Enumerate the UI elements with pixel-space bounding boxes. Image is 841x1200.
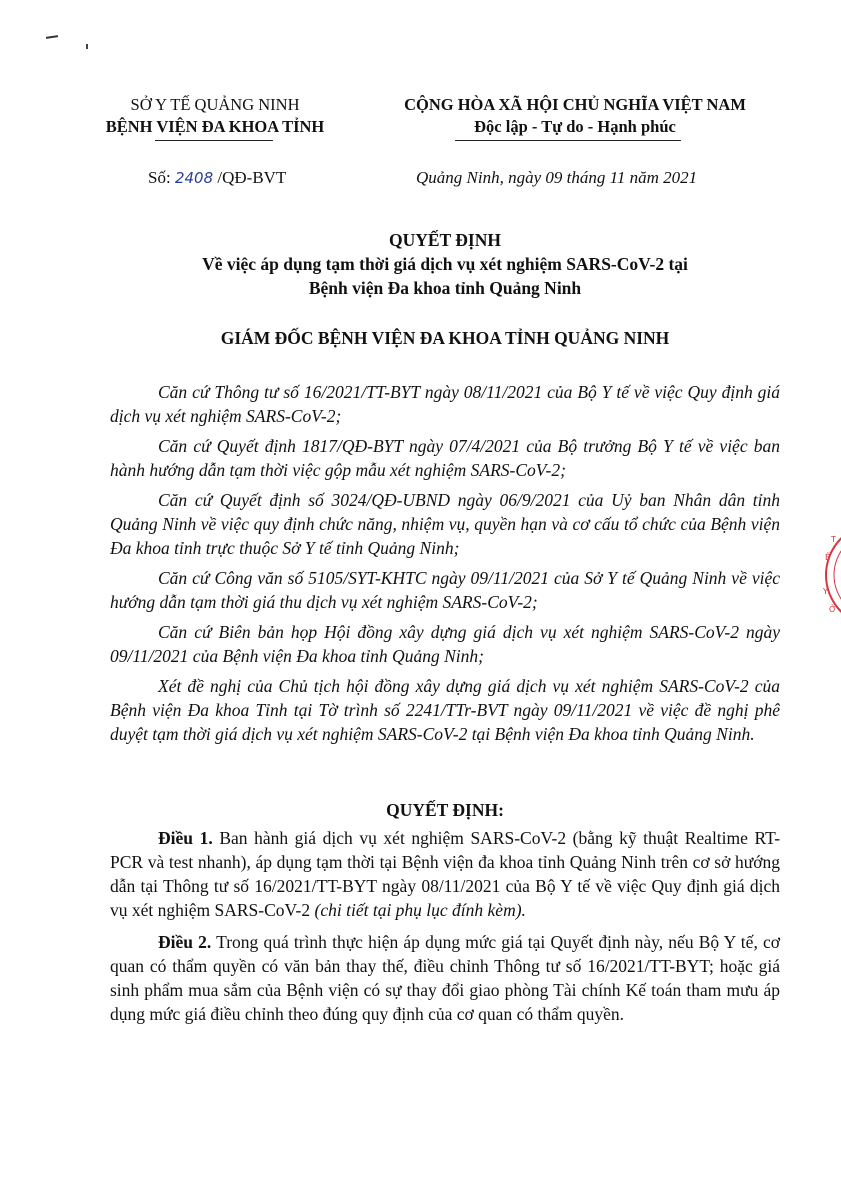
article-text: Ban hành giá dịch vụ xét nghiệm SARS-CoV-2 (bằng kỹ thuật Realtime RT-PCR và test nhanh), áp dụng tạm thời tại Bệnh viện đa khoa tỉnh Quảng Ninh trên cơ sở hướng dẫn tại Thông tư số 16/2021/TT-BYT ngày 08/11/2021 của Bộ Y tế về việc Quy định giá dịch vụ xét nghiệm SARS-CoV-2 [110, 828, 781, 920]
date-line: Quảng Ninh, ngày 09 tháng 11 năm 2021 [416, 168, 698, 187]
motto-underline [455, 140, 681, 141]
svg-text:T: T [831, 535, 836, 544]
basis-paragraph: Xét đề nghị của Chủ tịch hội đồng xây dựng giá dịch vụ xét nghiệm SARS-CoV-2 của Bệnh viện Đa khoa Tỉnh tại Tờ trình số 2241/TTr-BVT ngày 09/11/2021 về việc đề nghị phê duyệt tạm thời giá dịch vụ xét nghiệm SARS-CoV-2 tại Bệnh viện Đa khoa tỉnh Quảng Ninh. [110, 676, 780, 744]
article-2 [110, 930, 780, 1026]
country-name: CỘNG HÒA XÃ HỘI CHỦ NGHĨA VIỆT NAM [404, 95, 746, 114]
handwritten-number: 2408 [174, 169, 214, 187]
so-label: Số: [148, 168, 171, 187]
issuer-block [100, 94, 330, 138]
svg-text:Y: Y [823, 587, 828, 596]
article-label: Điều 1. [158, 828, 213, 848]
title-subject-line2: Bệnh viện Đa khoa tỉnh Quảng Ninh [308, 278, 582, 298]
red-stamp-icon [818, 520, 841, 630]
document-number [148, 166, 286, 190]
issuer-parent: SỞ Y TẾ QUẢNG NINH [130, 95, 300, 114]
motto: Độc lập - Tự do - Hạnh phúc [474, 117, 676, 136]
national-motto-block [370, 94, 780, 138]
legal-bases [110, 380, 780, 752]
title-heading: QUYẾT ĐỊNH [389, 230, 501, 250]
basis-paragraph: Căn cứ Công văn số 5105/SYT-KHTC ngày 09/11/2021 của Sở Y tế Quảng Ninh về việc hướng dẫn tạm thời giá thu dịch vụ xét nghiệm SARS-CoV-2; [110, 568, 780, 612]
decision-heading: QUYẾT ĐỊNH: [386, 800, 504, 820]
article-label: Điều 2. [158, 932, 212, 952]
svg-text:Ế: Ế [825, 553, 831, 562]
scan-mark [46, 35, 58, 39]
basis-paragraph: Căn cứ Thông tư số 16/2021/TT-BYT ngày 08/11/2021 của Bộ Y tế về việc Quy định giá dịch vụ xét nghiệm SARS-CoV-2; [110, 382, 780, 426]
basis-paragraph: Căn cứ Quyết định số 3024/QĐ-UBND ngày 06/9/2021 của Uỷ ban Nhân dân tỉnh Quảng Ninh về việc quy định chức năng, nhiệm vụ, quyền hạn và cơ cấu tổ chức của Bệnh viện Đa khoa tỉnh trực thuộc Sở Y tế tỉnh Quảng Ninh; [110, 490, 780, 558]
title-subject-line1: Về việc áp dụng tạm thời giá dịch vụ xét nghiệm SARS-CoV-2 tại [202, 254, 688, 274]
articles [110, 826, 780, 1034]
issuer-name: BỆNH VIỆN ĐA KHOA TỈNH [105, 117, 325, 136]
basis-paragraph: Căn cứ Biên bản họp Hội đồng xây dựng giá dịch vụ xét nghiệm SARS-CoV-2 ngày 09/11/2021 của Bệnh viện Đa khoa tỉnh Quảng Ninh; [110, 622, 780, 666]
scan-mark [86, 44, 88, 49]
authority-heading: GIÁM ĐỐC BỆNH VIỆN ĐA KHOA TỈNH QUẢNG NINH [220, 328, 670, 348]
svg-text:Ở: Ở [829, 605, 837, 614]
document-title [100, 228, 790, 300]
article-text: Trong quá trình thực hiện áp dụng mức giá tại Quyết định này, nếu Bộ Y tế, cơ quan có thẩm quyền có văn bản thay thế, điều chỉnh Thông tư số 16/2021/TT-BYT; hoặc giá sinh phẩm mua sắm của Bệnh viện có sự thay đổi giao phòng Tài chính Kế toán tham mưu áp dụng mức giá điều chỉnh theo đúng quy định của cơ quan có thẩm quyền. [110, 932, 780, 1024]
article-note: (chi tiết tại phụ lục đính kèm). [314, 900, 526, 920]
issuer-underline [155, 140, 273, 141]
basis-paragraph: Căn cứ Quyết định 1817/QĐ-BYT ngày 07/4/2021 của Bộ trưởng Bộ Y tế về việc ban hành hướng dẫn tạm thời việc gộp mẫu xét nghiệm SARS-CoV-2; [110, 436, 780, 480]
article-1 [110, 826, 780, 922]
so-suffix: /QĐ-BVT [217, 168, 287, 187]
